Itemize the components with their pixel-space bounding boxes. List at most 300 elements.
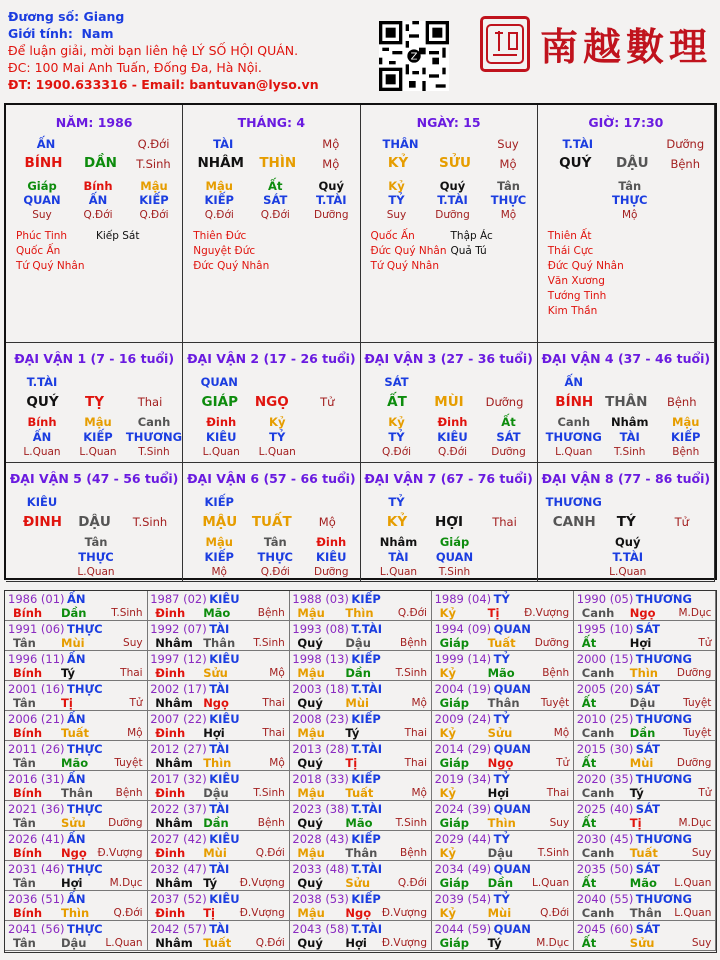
hidden-can: Giáp (27, 179, 57, 193)
star-right: Quả Tú (450, 245, 487, 257)
year-life: M.Dục (109, 877, 143, 889)
year-chi: Hợi (61, 876, 83, 890)
year-can: Giáp (439, 936, 469, 950)
year-thap-than: ẤN (67, 712, 86, 726)
year-chi: Tý (487, 936, 502, 950)
hidden-can: Bính (83, 179, 113, 193)
pillar-title: NGÀY: 15 (416, 115, 481, 130)
year-label: 2033 (48) (292, 862, 349, 876)
year-cell (5, 921, 148, 951)
dai-van-hidden-can: Kỷ (269, 415, 286, 429)
year-chi: Dậu (487, 846, 514, 860)
year-life: Q.Đới (397, 607, 427, 619)
year-thap-than: ẤN (67, 652, 86, 666)
dai-van-hidden-star: THƯƠNG (125, 430, 183, 444)
qr-code-icon[interactable] (379, 21, 449, 91)
dai-van-hidden-life: L.Quan (258, 446, 296, 458)
year-thap-than: THƯƠNG (635, 592, 692, 606)
year-label: 2043 (58) (292, 922, 349, 936)
dai-van-hidden-star: TỶ (269, 430, 286, 444)
dai-van-can: KỶ (386, 513, 408, 530)
pillar-can: BÍNH (24, 155, 63, 171)
year-thap-than: KIÊU (209, 892, 240, 906)
year-cell (574, 591, 717, 621)
year-cell (432, 831, 575, 861)
year-chi: Sửu (61, 816, 86, 830)
dai-van-hidden-can: Tân (84, 534, 108, 549)
year-can: Đinh (155, 666, 186, 680)
year-can: Mậu (297, 606, 325, 620)
pillar-top-right: Suy (497, 137, 519, 151)
year-chi: Tuất (487, 636, 516, 650)
year-can: Đinh (155, 606, 186, 620)
year-cell (289, 621, 432, 651)
dai-van-life: Dưỡng (485, 395, 524, 409)
pillar-can: QUÝ (559, 155, 592, 171)
year-chi: Ngọ (629, 606, 656, 620)
year-life: Bệnh (400, 847, 427, 859)
year-thap-than: THƯƠNG (635, 892, 692, 906)
year-cell (432, 861, 575, 891)
dai-van-hidden-star: TÀI (619, 430, 640, 444)
year-chi: Ngọ (487, 756, 514, 770)
year-life: T.Sinh (253, 787, 285, 799)
year-can: Quý (297, 756, 323, 770)
star-left: Văn Xương (547, 275, 605, 287)
year-label: 2007 (22) (150, 712, 207, 726)
year-life: Đ.Vượng (239, 877, 285, 889)
year-chi: Mùi (629, 756, 654, 770)
hidden-life: Q.Đới (139, 209, 169, 221)
year-can: Kỷ (439, 726, 457, 740)
dai-van-hidden-can: Kỷ (388, 415, 405, 429)
dai-van-hidden-star: KIÊU (437, 430, 468, 444)
dai-van-thap-than: KIÊU (26, 494, 58, 509)
year-thap-than: THỰC (67, 862, 103, 876)
hidden-star: T.TÀI (315, 193, 347, 207)
star-left: Quốc Ấn (370, 230, 415, 242)
year-life: Suy (549, 817, 570, 829)
year-cell (147, 591, 290, 621)
year-cell (432, 591, 575, 621)
dai-van-2 (183, 343, 360, 463)
year-thap-than: ẤN (67, 832, 86, 846)
year-can: Quý (297, 816, 323, 830)
dai-van-can: ĐINH (23, 513, 62, 530)
year-cell (432, 801, 575, 831)
year-chi: Tuất (629, 846, 658, 860)
year-label: 1995 (10) (576, 622, 634, 636)
year-label: 2038 (53) (292, 892, 349, 906)
year-can: Bính (13, 606, 43, 620)
year-label: 1990 (05) (576, 592, 634, 606)
year-can: Đinh (155, 726, 186, 740)
year-cell (147, 801, 290, 831)
year-thap-than: QUAN (493, 742, 531, 756)
year-thap-than: KIẾP (351, 892, 381, 906)
year-can: Bính (13, 906, 43, 920)
year-thap-than: KIÊU (209, 772, 240, 786)
year-life: L.Quan (531, 877, 570, 889)
year-cell (574, 801, 717, 831)
year-life: Bệnh (115, 787, 143, 799)
year-thap-than: T.TÀI (351, 682, 382, 696)
year-thap-than: SÁT (635, 682, 660, 696)
dai-van-hidden-star: KIẾP (83, 430, 113, 444)
dai-van-3 (361, 343, 538, 463)
year-life: Đ.Vượng (524, 607, 570, 619)
year-label: 2023 (38) (292, 802, 349, 816)
year-label: 2026 (41) (8, 832, 65, 846)
year-can: Quý (297, 876, 323, 890)
year-thap-than: T.TÀI (351, 802, 382, 816)
year-life: Dưỡng (676, 757, 712, 769)
year-life: Thai (262, 727, 285, 739)
dai-van-hidden-life: Q.Đới (260, 565, 290, 578)
hidden-can: Kỷ (388, 179, 405, 193)
year-chi: Mùi (487, 906, 512, 920)
pillar-chi: DẬU (615, 155, 649, 171)
year-chi: Ngọ (203, 696, 229, 710)
year-life: T.Sinh (537, 847, 570, 859)
year-thap-than: THƯƠNG (635, 652, 692, 666)
dai-van-chi: MÙI (434, 394, 464, 410)
year-thap-than: QUAN (493, 802, 531, 816)
year-chi: Thìn (61, 906, 90, 920)
year-chi: Ngọ (345, 906, 372, 920)
year-label: 1994 (09) (434, 622, 492, 636)
dai-van-hidden-life: L.Quan (77, 565, 115, 578)
year-chi: Tị (345, 756, 358, 770)
name-label: Đương số: (8, 9, 80, 24)
year-cell (432, 711, 575, 741)
dai-van-hidden-can: Quý (615, 534, 641, 549)
year-can: Mậu (297, 786, 325, 800)
dai-van-can: CANH (552, 513, 596, 530)
year-chi: Thân (345, 846, 378, 860)
year-life: Tử (556, 757, 570, 769)
hidden-star: THỰC (490, 193, 527, 207)
year-label: 2030 (45) (576, 832, 634, 846)
dai-van-hidden-life: T.Sinh (614, 446, 646, 458)
year-cell (574, 771, 717, 801)
dai-van-life: Tử (320, 395, 335, 409)
year-label: 2017 (32) (150, 772, 207, 786)
gender-value: Nam (81, 26, 114, 41)
year-life: Đ.Vượng (239, 907, 285, 919)
star-left: Nguyệt Đức (193, 245, 256, 257)
year-cell (574, 831, 717, 861)
dai-van-chi: HỢI (434, 513, 464, 530)
year-can: Canh (581, 906, 615, 920)
pillar-1 (183, 105, 360, 343)
year-life: Tử (698, 787, 712, 799)
year-label: 2005 (20) (576, 682, 634, 696)
year-thap-than: KIÊU (209, 652, 240, 666)
year-cell (147, 921, 290, 951)
dai-van-thap-than: ẤN (564, 375, 584, 389)
dai-van-hidden-can: Đinh (316, 534, 347, 549)
year-cell (5, 771, 148, 801)
year-thap-than: SÁT (635, 802, 660, 816)
contact-line-3: ĐT: 1900.633316 - Email: bantuvan@lyso.vn (8, 77, 319, 92)
dai-van-hidden-life: Q.Đới (381, 446, 412, 458)
year-can: Nhâm (155, 816, 193, 830)
year-can: Quý (297, 936, 323, 950)
year-can: Bính (13, 846, 43, 860)
star-left: Phúc Tinh (16, 230, 68, 242)
year-thap-than: KIÊU (209, 712, 240, 726)
year-life: Tuyệt (540, 697, 570, 709)
year-life: Bệnh (257, 607, 285, 619)
year-thap-than: KIẾP (351, 832, 381, 846)
year-label: 1986 (01) (8, 592, 65, 606)
svg-text:Z: Z (410, 51, 418, 63)
pillar-chi: THÌN (259, 155, 297, 171)
year-can: Mậu (297, 906, 325, 920)
year-label: 2020 (35) (576, 772, 634, 786)
year-label: 1988 (03) (292, 592, 349, 606)
year-chi: Sửu (629, 936, 655, 950)
year-thap-than: QUAN (493, 862, 531, 876)
year-life: T.Sinh (395, 667, 427, 679)
dai-van-hidden-life: L.Quan (555, 446, 593, 458)
year-thap-than: ẤN (67, 772, 86, 786)
year-label: 2032 (47) (150, 862, 207, 876)
year-label: 2009 (24) (434, 712, 492, 726)
year-chi: Mão (61, 756, 89, 770)
year-can: Giáp (439, 816, 469, 830)
year-thap-than: TÀI (209, 922, 230, 936)
year-can: Nhâm (155, 936, 193, 950)
pillar-top-right: Dưỡng (666, 137, 705, 151)
year-cell (289, 771, 432, 801)
year-can: Ất (581, 876, 597, 890)
year-thap-than: ẤN (67, 592, 86, 606)
year-chi: Dậu (61, 936, 87, 950)
star-left: Đức Quý Nhân (370, 245, 447, 257)
year-chi: Dậu (203, 786, 229, 800)
year-can: Kỷ (439, 906, 457, 920)
year-thap-than: KIẾP (351, 712, 381, 726)
dai-van-thap-than: THƯƠNG (545, 494, 602, 509)
year-can: Ất (581, 696, 597, 710)
dai-van-chi: TUẤT (251, 513, 292, 530)
pillar-sub-right: Bệnh (670, 157, 701, 171)
year-life: Thai (262, 697, 285, 709)
year-chi: Mão (203, 606, 231, 620)
year-life: Thai (404, 757, 427, 769)
gender-label: Giới tính: (8, 26, 73, 41)
dai-van-hidden-can: Canh (557, 415, 591, 429)
year-cell (289, 861, 432, 891)
dai-van-can: MẬU (202, 513, 238, 530)
year-can: Ất (581, 936, 597, 950)
year-label: 2011 (26) (8, 742, 65, 756)
star-left: Quốc Ấn (16, 245, 61, 257)
year-thap-than: TÀI (209, 622, 230, 636)
year-label: 2028 (43) (292, 832, 349, 846)
year-label: 1992 (07) (150, 622, 207, 636)
dai-van-hidden-star: KIẾP (671, 430, 701, 444)
year-can: Giáp (439, 876, 469, 890)
hidden-life: Suy (32, 209, 52, 221)
year-thap-than: TỶ (493, 832, 510, 846)
year-label: 2016 (31) (8, 772, 65, 786)
year-can: Bính (13, 786, 43, 800)
year-cell (289, 741, 432, 771)
year-cell (574, 891, 717, 921)
year-can: Tân (13, 936, 36, 950)
year-cell (5, 711, 148, 741)
year-life: Đ.Vượng (381, 937, 427, 949)
year-label: 2002 (17) (150, 682, 207, 696)
header-info (8, 8, 319, 93)
pillar-0 (6, 105, 183, 343)
pillar-thap-than: ẤN (36, 137, 56, 151)
pillar-sub-right: T.Sinh (136, 157, 171, 171)
year-life: Tử (129, 697, 143, 709)
dai-van-hidden-life: L.Quan (23, 446, 61, 458)
dai-van-title: ĐẠI VẬN 5 (47 - 56 tuổi) (9, 470, 179, 486)
year-cell (574, 861, 717, 891)
year-thap-than: KIẾP (351, 652, 381, 666)
dai-van-hidden-star: THỰC (257, 549, 294, 564)
year-cell (432, 621, 575, 651)
year-thap-than: THỰC (67, 802, 103, 816)
year-label: 2013 (28) (292, 742, 349, 756)
year-life: Mộ (411, 787, 427, 799)
pillar-sub-right: Mộ (322, 157, 340, 171)
year-cell (5, 591, 148, 621)
year-chi: Mão (345, 816, 373, 830)
dai-van-chi: TÝ (616, 513, 636, 530)
dai-van-can: BÍNH (555, 394, 594, 410)
hidden-star: KIẾP (204, 193, 234, 207)
hidden-star: T.TÀI (437, 193, 468, 207)
dai-van-4 (538, 343, 715, 463)
hidden-life: Dưỡng (314, 209, 349, 221)
year-life: M.Dục (678, 607, 712, 619)
year-chi: Thìn (487, 816, 516, 830)
year-life: Dưỡng (534, 637, 570, 649)
year-label: 1993 (08) (292, 622, 349, 636)
year-label: 2001 (16) (8, 682, 65, 696)
star-right: Kiếp Sát (96, 230, 140, 242)
year-chi: Ngọ (61, 846, 87, 860)
year-life: Đ.Vượng (97, 847, 143, 859)
year-can: Đinh (155, 906, 186, 920)
year-cell (289, 891, 432, 921)
year-can: Canh (581, 786, 615, 800)
year-chi: Tị (487, 606, 500, 620)
year-thap-than: TÀI (209, 682, 230, 696)
year-can: Nhâm (155, 636, 193, 650)
year-thap-than: TÀI (209, 862, 230, 876)
year-life: Mộ (553, 727, 570, 739)
year-can: Giáp (439, 636, 469, 650)
year-thap-than: KIẾP (351, 592, 381, 606)
year-label: 1989 (04) (434, 592, 492, 606)
star-left: Tướng Tinh (547, 290, 607, 302)
year-life: Bệnh (257, 817, 285, 829)
year-label: 2012 (27) (150, 742, 207, 756)
year-life: Q.Đới (397, 877, 427, 889)
year-chi: Mùi (203, 846, 227, 860)
pillar-can: KỶ (387, 155, 409, 171)
year-can: Kỷ (439, 786, 457, 800)
year-cell (5, 681, 148, 711)
dai-van-hidden-can: Tân (263, 534, 287, 549)
hidden-life: Dưỡng (435, 209, 470, 221)
year-chi: Dần (487, 876, 514, 890)
star-left: Tứ Quý Nhân (370, 260, 439, 272)
pillars-grid (4, 103, 717, 580)
dai-van-chi: NGỌ (254, 394, 289, 410)
year-life: Tuyệt (683, 697, 712, 709)
year-label: 2045 (60) (576, 922, 634, 936)
star-left: Đức Quý Nhân (193, 260, 270, 272)
year-can: Kỷ (439, 666, 457, 680)
year-life: Suy (123, 637, 143, 649)
year-can: Nhâm (155, 876, 193, 890)
star-left: Kim Thần (547, 305, 598, 317)
year-can: Nhâm (155, 756, 193, 770)
year-chi: Thìn (629, 666, 658, 680)
year-label: 2010 (25) (576, 712, 634, 726)
star-left: Thiên Đức (193, 230, 247, 242)
year-label: 2019 (34) (434, 772, 492, 786)
year-cell (147, 681, 290, 711)
year-can: Canh (581, 666, 615, 680)
year-chi: Thân (203, 636, 236, 650)
brand-title: 南越數理 (540, 24, 713, 69)
year-can: Nhâm (155, 696, 193, 710)
year-cell (574, 711, 717, 741)
year-label: 1999 (14) (434, 652, 492, 666)
dai-van-1 (6, 343, 183, 463)
hidden-star: ẤN (88, 193, 108, 207)
year-cell (432, 921, 575, 951)
dai-van-hidden-life: Dưỡng (314, 565, 349, 578)
dai-van-hidden-life: T.Sinh (138, 446, 170, 458)
year-cell (147, 651, 290, 681)
dai-van-hidden-star: QUAN (435, 549, 474, 564)
pillar-thap-than: TÀI (213, 137, 234, 151)
year-thap-than: THƯƠNG (635, 772, 692, 786)
year-chi: Tuất (61, 726, 90, 740)
dai-van-life: Tử (674, 514, 689, 529)
dai-van-6 (183, 463, 360, 583)
year-can: Đinh (155, 786, 186, 800)
year-chi: Tý (61, 666, 75, 680)
dai-van-chi: THÂN (605, 394, 648, 410)
dai-van-hidden-life: L.Quan (79, 446, 117, 458)
year-label: 2039 (54) (434, 892, 492, 906)
dai-van-title: ĐẠI VẬN 3 (27 - 36 tuổi) (364, 351, 533, 366)
year-label: 2015 (30) (576, 742, 634, 756)
dai-van-chi: TỴ (85, 394, 104, 410)
year-life: T.Sinh (395, 817, 427, 829)
year-label: 2018 (33) (292, 772, 349, 786)
year-can: Canh (581, 726, 615, 740)
dai-van-hidden-can: Đinh (206, 415, 237, 429)
year-chi: Hợi (345, 936, 367, 950)
dai-van-hidden-star: KIẾP (204, 549, 234, 564)
dai-van-life: Bệnh (666, 395, 697, 409)
year-thap-than: SÁT (635, 622, 660, 636)
year-can: Quý (297, 696, 323, 710)
